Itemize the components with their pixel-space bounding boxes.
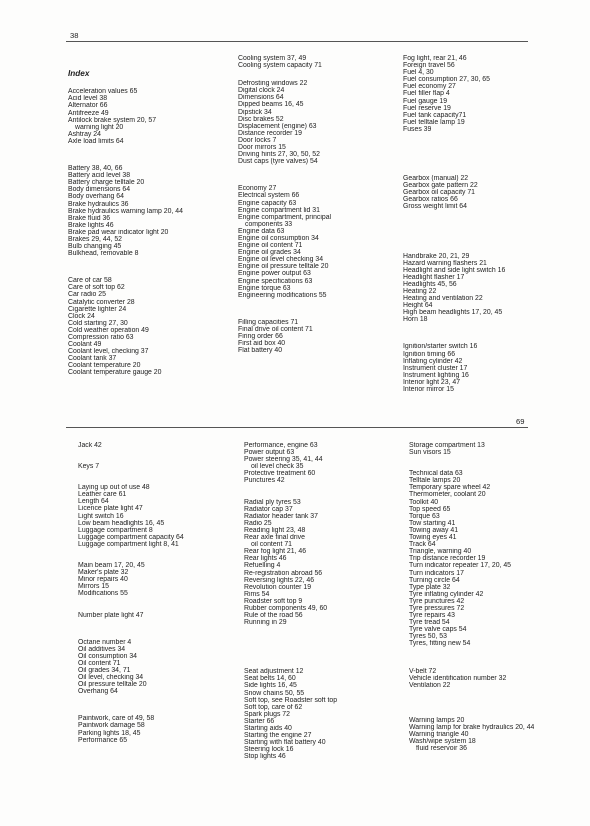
index-entry: Gross weight limit 64 (403, 203, 467, 211)
index-entry: Protective treatment 60 (244, 470, 316, 478)
index-entry: Starting the engine 27 (244, 732, 312, 740)
index-entry: Engine power output 63 (238, 270, 311, 278)
index-entry: Re-registration abroad 56 (244, 569, 323, 577)
index-entry: Coolant level, checking 37 (68, 348, 149, 356)
index-entry: Spark plugs 72 (244, 710, 290, 718)
index-entry: Headlights 45, 56 (403, 280, 457, 288)
index-entry: Paintwork, care of 49, 58 (78, 715, 155, 723)
index-entry: Instrument lighting 16 (403, 371, 469, 379)
index-entry: Modifications 55 (78, 590, 128, 598)
index-column-6 (409, 442, 534, 752)
index-entry: Brake lights 46 (68, 221, 114, 229)
index-entry: Care of soft top 62 (68, 284, 125, 292)
index-entry: Cooling system capacity 71 (238, 62, 322, 70)
index-entry: Dipstick 34 (238, 108, 272, 116)
index-entry: Number plate light 47 (78, 611, 144, 619)
index-entry: Fuel economy 27 (403, 83, 456, 91)
index-entry: Axle load limits 64 (68, 137, 124, 145)
index-entry: Starting with flat battery 40 (244, 739, 326, 747)
index-entry: Gearbox ratios 66 (403, 196, 458, 204)
index-entry: Cigarette lighter 24 (68, 305, 127, 313)
index-entry: Warning lamp for brake hydraulics 20, 44 (409, 723, 535, 731)
index-entry: Rear lights 46 (244, 555, 287, 563)
index-entry: Brake fluid 36 (68, 214, 111, 222)
section-gap (403, 133, 505, 175)
index-entry: Alternator 66 (68, 102, 108, 110)
index-entry: V-belt 72 (409, 667, 437, 675)
index-entry: Engine data 63 (238, 227, 285, 235)
index-entry: Body dimensions 64 (68, 186, 131, 194)
index-entry: Radiator header tank 37 (244, 512, 318, 520)
index-entry: Tyres, fitting new 54 (409, 640, 471, 648)
index-entry: Telltale lamps 20 (409, 477, 461, 485)
index-entry: Engine compartment lid 31 (238, 206, 320, 214)
index-entry: Heating and ventilation 22 (403, 295, 483, 303)
index-entry: Fuel 4, 30 (403, 69, 434, 77)
index-entry: Fuses 39 (403, 125, 432, 133)
index-entry: Running in 29 (244, 619, 287, 627)
index-entry: Storage compartment 13 (409, 442, 485, 449)
index-entry: Hazard warning flashers 21 (403, 259, 487, 267)
index-entry: Top speed 65 (409, 505, 451, 513)
index-entry: Economy 27 (238, 185, 277, 193)
index-entry: Fuel reserve 19 (403, 104, 451, 112)
index-entry: Headlight flasher 17 (403, 273, 465, 281)
index-entry: Antifreeze 49 (68, 109, 109, 117)
index-entry: Car radio 25 (68, 291, 106, 299)
index-entry: Engine capacity 63 (238, 199, 297, 207)
index-entry: Engineering modifications 55 (238, 291, 327, 299)
index-entry: Cold weather operation 49 (68, 326, 149, 334)
index-entry: Gearbox (manual) 22 (403, 175, 469, 183)
index-column-3 (403, 55, 505, 393)
section-gap (403, 211, 505, 253)
index-entry: Parking lights 18, 45 (78, 729, 141, 737)
index-entry: Fuel tank capacity71 (403, 111, 467, 119)
section-gap (68, 145, 183, 165)
index-entry: Fuel consumption 27, 30, 65 (403, 76, 490, 84)
index-entry: Tow starting 41 (409, 519, 456, 527)
index-entry: Tyre repairs 43 (409, 612, 455, 620)
index-entry: Ignition timing 66 (403, 350, 456, 358)
index-entry: Care of car 58 (68, 277, 112, 285)
index-entry: Engine oil consumption 34 (238, 234, 319, 242)
index-entry: Torque 63 (409, 512, 440, 520)
section-gap (78, 619, 184, 639)
section-gap (409, 689, 534, 717)
index-entry: Rear axle final drive (244, 534, 305, 542)
index-entry: Antilock brake system 20, 57 (68, 116, 157, 124)
index-entry: Oil grades 34, 71 (78, 666, 131, 674)
index-entry: Thermometer, coolant 20 (409, 491, 486, 499)
index-entry: Licence plate light 47 (78, 505, 143, 513)
section-gap (68, 257, 183, 277)
section-gap (78, 470, 184, 484)
index-entry: Acceleration values 65 (68, 88, 138, 96)
index-entry: Ventilation 22 (409, 681, 451, 689)
index-entry: Displacement (engine) 63 (238, 122, 317, 130)
index-entry: Snow chains 50, 55 (244, 689, 305, 697)
index-entry: Fuel gauge 19 (403, 97, 448, 105)
index-column-1 (68, 55, 183, 377)
index-entry: Refuelling 4 (244, 562, 281, 570)
index-entry: Rims 54 (244, 590, 270, 598)
index-entry: Paintwork damage 58 (78, 722, 145, 730)
index-entry: Tyre tread 54 (409, 619, 450, 627)
index-entry: Coolant temperature 20 (68, 362, 141, 370)
index-entry: Stop lights 46 (244, 753, 286, 761)
index-entry: Temporary spare wheel 42 (409, 484, 491, 492)
index-column-2 (238, 55, 331, 354)
index-entry: First aid box 40 (238, 340, 286, 348)
index-entry: Tyre inflating cylinder 42 (409, 590, 484, 598)
index-entry: Bulb changing 45 (68, 243, 122, 251)
index-entry: Oil consumption 34 (78, 652, 137, 660)
index-entry: Warning lamps 20 (409, 716, 465, 724)
index-entry: Keys 7 (78, 463, 100, 471)
index-entry: Acid level 38 (68, 95, 108, 103)
index-entry: Vehicle identification number 32 (409, 674, 507, 682)
index-entry: Starter 66 (244, 717, 275, 725)
index-entry: Engine oil pressure telltale 20 (238, 263, 329, 271)
index-entry: Engine compartment, principal (238, 213, 332, 221)
index-entry: Rubber components 49, 60 (244, 604, 328, 612)
index-entry: Reading light 23, 48 (244, 526, 306, 534)
page-number-top: 38 (70, 31, 79, 40)
index-entry: Rear fog light 21, 46 (244, 548, 307, 556)
index-entry: Driving hints 27, 30, 50, 52 (238, 151, 320, 159)
index-entry: Mirrors 15 (78, 583, 110, 591)
index-entry: Oil additives 34 (78, 645, 126, 653)
index-entry: Leather care 61 (78, 491, 127, 499)
index-entry: Luggage compartment 8 (78, 526, 153, 534)
index-entry: Flat battery 40 (238, 347, 283, 355)
header-rule-bottom (66, 427, 528, 428)
index-entry: Tyre valve caps 54 (409, 626, 467, 634)
index-entry: Punctures 42 (244, 477, 285, 485)
index-entry: Tyre punctures 42 (409, 597, 465, 605)
index-entry: Track 64 (409, 541, 436, 549)
index-entry: Heating 22 (403, 287, 437, 295)
index-entry: Oil content 71 (78, 659, 121, 667)
index-entry: Luggage compartment light 8, 41 (78, 540, 179, 548)
index-entry: Ignition/starter switch 16 (403, 343, 478, 351)
index-entry: Side lights 16, 45 (244, 682, 297, 690)
index-entry: Brake hydraulics 36 (68, 200, 129, 208)
index-entry: Coolant temperature gauge 20 (68, 369, 162, 377)
index-entry: Low beam headlights 16, 45 (78, 519, 165, 527)
index-entry: Interior mirror 15 (403, 386, 454, 393)
index-entry: Dust caps (tyre valves) 54 (238, 158, 318, 166)
index-entry: Inflating cylinder 42 (403, 357, 463, 365)
index-subentry: warning light 20 (75, 123, 124, 131)
index-entry: Battery 38, 40, 66 (68, 165, 123, 173)
index-entry: Cooling system 37, 49 (238, 55, 307, 62)
index-entry: Engine oil content 71 (238, 242, 303, 250)
index-entry: Fog light, rear 21, 46 (403, 55, 467, 62)
index-entry: Seat belts 14, 60 (244, 675, 296, 683)
index-entry: Turning circle 64 (409, 576, 460, 584)
section-gap (409, 456, 534, 470)
index-entry: Radiator cap 37 (244, 505, 293, 513)
index-entry: Electrical system 66 (238, 192, 300, 200)
index-entry: Power steering 35, 41, 44 (244, 456, 323, 464)
index-entry: Height 64 (403, 302, 433, 310)
index-entry: Tyres 50, 53 (409, 633, 447, 641)
index-entry: Rule of the road 56 (244, 612, 303, 620)
index-entry: Engine oil grades 34 (238, 249, 301, 257)
index-entry: Brake hydraulics warning lamp 20, 44 (68, 207, 183, 215)
index-entry: Light switch 16 (78, 512, 124, 520)
index-entry: Radio 25 (244, 519, 272, 527)
section-gap (78, 548, 184, 562)
index-entry: Handbrake 20, 21, 29 (403, 252, 470, 260)
index-entry: Oil pressure telltale 20 (78, 681, 147, 689)
index-entry: Length 64 (78, 498, 109, 506)
index-entry: Brakes 29, 44, 52 (68, 235, 123, 243)
index-entry: Cold starting 27, 30 (68, 319, 128, 327)
index-entry: Sun visors 15 (409, 449, 451, 457)
index-entry: Reversing lights 22, 46 (244, 576, 315, 584)
index-entry: Fuel filler flap 4 (403, 90, 450, 98)
index-entry: Gearbox oil capacity 71 (403, 189, 476, 197)
index-subentry: oil level check 35 (251, 463, 304, 471)
header-rule-top (66, 41, 528, 42)
index-entry: Distance recorder 19 (238, 129, 302, 137)
index-entry: Starting aids 40 (244, 725, 292, 732)
index-entry: Filling capacities 71 (238, 318, 299, 326)
index-entry: Turn indicators 17 (409, 569, 464, 577)
index-entry: Engine specifications 63 (238, 277, 313, 285)
index-entry: Jack 42 (78, 442, 102, 449)
section-gap (244, 626, 337, 668)
index-entry: Battery acid level 38 (68, 172, 131, 180)
index-entry: High beam headlights 17, 20, 45 (403, 309, 503, 317)
index-entry: Catalytic converter 28 (68, 298, 135, 306)
section-gap (244, 485, 337, 499)
index-entry: Instrument cluster 17 (403, 364, 468, 372)
index-entry: Turn indicator repeater 17, 20, 45 (409, 562, 512, 570)
index-subentry: oil content 71 (251, 541, 292, 549)
index-entry: Engine oil level checking 34 (238, 256, 324, 264)
index-entry: Revolution counter 19 (244, 583, 312, 591)
index-entry: Engine torque 63 (238, 284, 291, 292)
index-entry: Battery charge telltale 20 (68, 179, 145, 187)
index-entry: Technical data 63 (409, 470, 463, 478)
index-entry: Steering lock 16 (244, 746, 294, 754)
index-entry: Ashtray 24 (68, 130, 101, 138)
section-gap (78, 695, 184, 715)
section-gap (78, 598, 184, 612)
index-entry: Overhang 64 (78, 688, 118, 696)
index-entry: Oil level, checking 34 (78, 674, 144, 682)
index-entry: Performance, engine 63 (244, 442, 318, 449)
index-entry: Triangle, warning 40 (409, 548, 472, 556)
index-entry: Door mirrors 15 (238, 144, 286, 152)
index-entry: Performance 65 (78, 736, 128, 744)
index-entry: Soft top, see Roadster soft top (244, 696, 338, 704)
index-entry: Dipped beams 16, 45 (238, 101, 304, 109)
index-entry: Seat adjustment 12 (244, 668, 304, 676)
index-subentry: components 33 (245, 220, 293, 228)
index-entry: Type plate 32 (409, 583, 451, 591)
index-entry: Coolant 49 (68, 341, 102, 349)
index-entry: Roadster soft top 9 (244, 597, 303, 605)
index-entry: Compression ratio 63 (68, 334, 134, 341)
section-gap (409, 648, 534, 668)
index-entry: Horn 18 (403, 316, 428, 324)
index-entry: Final drive oil content 71 (238, 325, 313, 333)
page-number-bottom: 69 (516, 417, 525, 426)
section-gap (238, 165, 331, 185)
index-entry: Laying up out of use 48 (78, 484, 150, 492)
index-entry: Toolkit 40 (409, 498, 439, 506)
index-column-5 (244, 442, 337, 760)
index-entry: Power output 63 (244, 449, 295, 457)
index-entry: Octane number 4 (78, 638, 132, 646)
index-entry: Body overhang 64 (68, 193, 124, 201)
index-entry: Trip distance recorder 19 (409, 555, 486, 563)
index-entry: Gearbox gate pattern 22 (403, 182, 478, 190)
section-gap (403, 323, 505, 343)
index-entry: Firing order 66 (238, 333, 283, 340)
index-entry: Foreign travel 56 (403, 62, 455, 70)
index-column-4 (78, 442, 184, 744)
index-entry: Soft top, care of 62 (244, 703, 303, 711)
index-entry: Dimensions 64 (238, 94, 284, 102)
index-entry: Warning triangle 40 (409, 731, 469, 738)
index-entry: Main beam 17, 20, 45 (78, 562, 145, 570)
index-entry: Fuel telltale lamp 19 (403, 118, 465, 126)
index-entry: Digital clock 24 (238, 87, 285, 95)
index-entry: Towing eyes 41 (409, 534, 457, 542)
index-entry: Luggage compartment capacity 64 (78, 533, 184, 541)
index-entry: Coolant tank 37 (68, 355, 117, 363)
index-heading: Index (68, 69, 90, 79)
index-entry: Maker's plate 32 (78, 569, 129, 577)
index-entry: Wash/wipe system 18 (409, 738, 476, 746)
index-entry: Radial ply tyres 53 (244, 498, 301, 506)
index-subentry: fluid reservoir 36 (416, 745, 467, 753)
index-entry: Bulkhead, removable 8 (68, 250, 139, 258)
index-entry: Minor repairs 40 (78, 576, 128, 584)
index-entry: Brake pad wear indicator light 20 (68, 228, 169, 236)
section-gap (238, 69, 331, 80)
index-entry: Door locks 7 (238, 136, 277, 144)
index-entry: Clock 24 (68, 312, 95, 320)
section-gap (78, 449, 184, 463)
index-entry: Headlight and side light switch 16 (403, 266, 506, 274)
index-entry: Interior light 23, 47 (403, 378, 461, 386)
index-entry: Defrosting windows 22 (238, 80, 308, 88)
index-entry: Towing away 41 (409, 526, 459, 534)
section-gap (238, 299, 331, 319)
index-entry: Disc brakes 52 (238, 115, 284, 123)
index-entry: Tyre pressures 72 (409, 604, 465, 612)
